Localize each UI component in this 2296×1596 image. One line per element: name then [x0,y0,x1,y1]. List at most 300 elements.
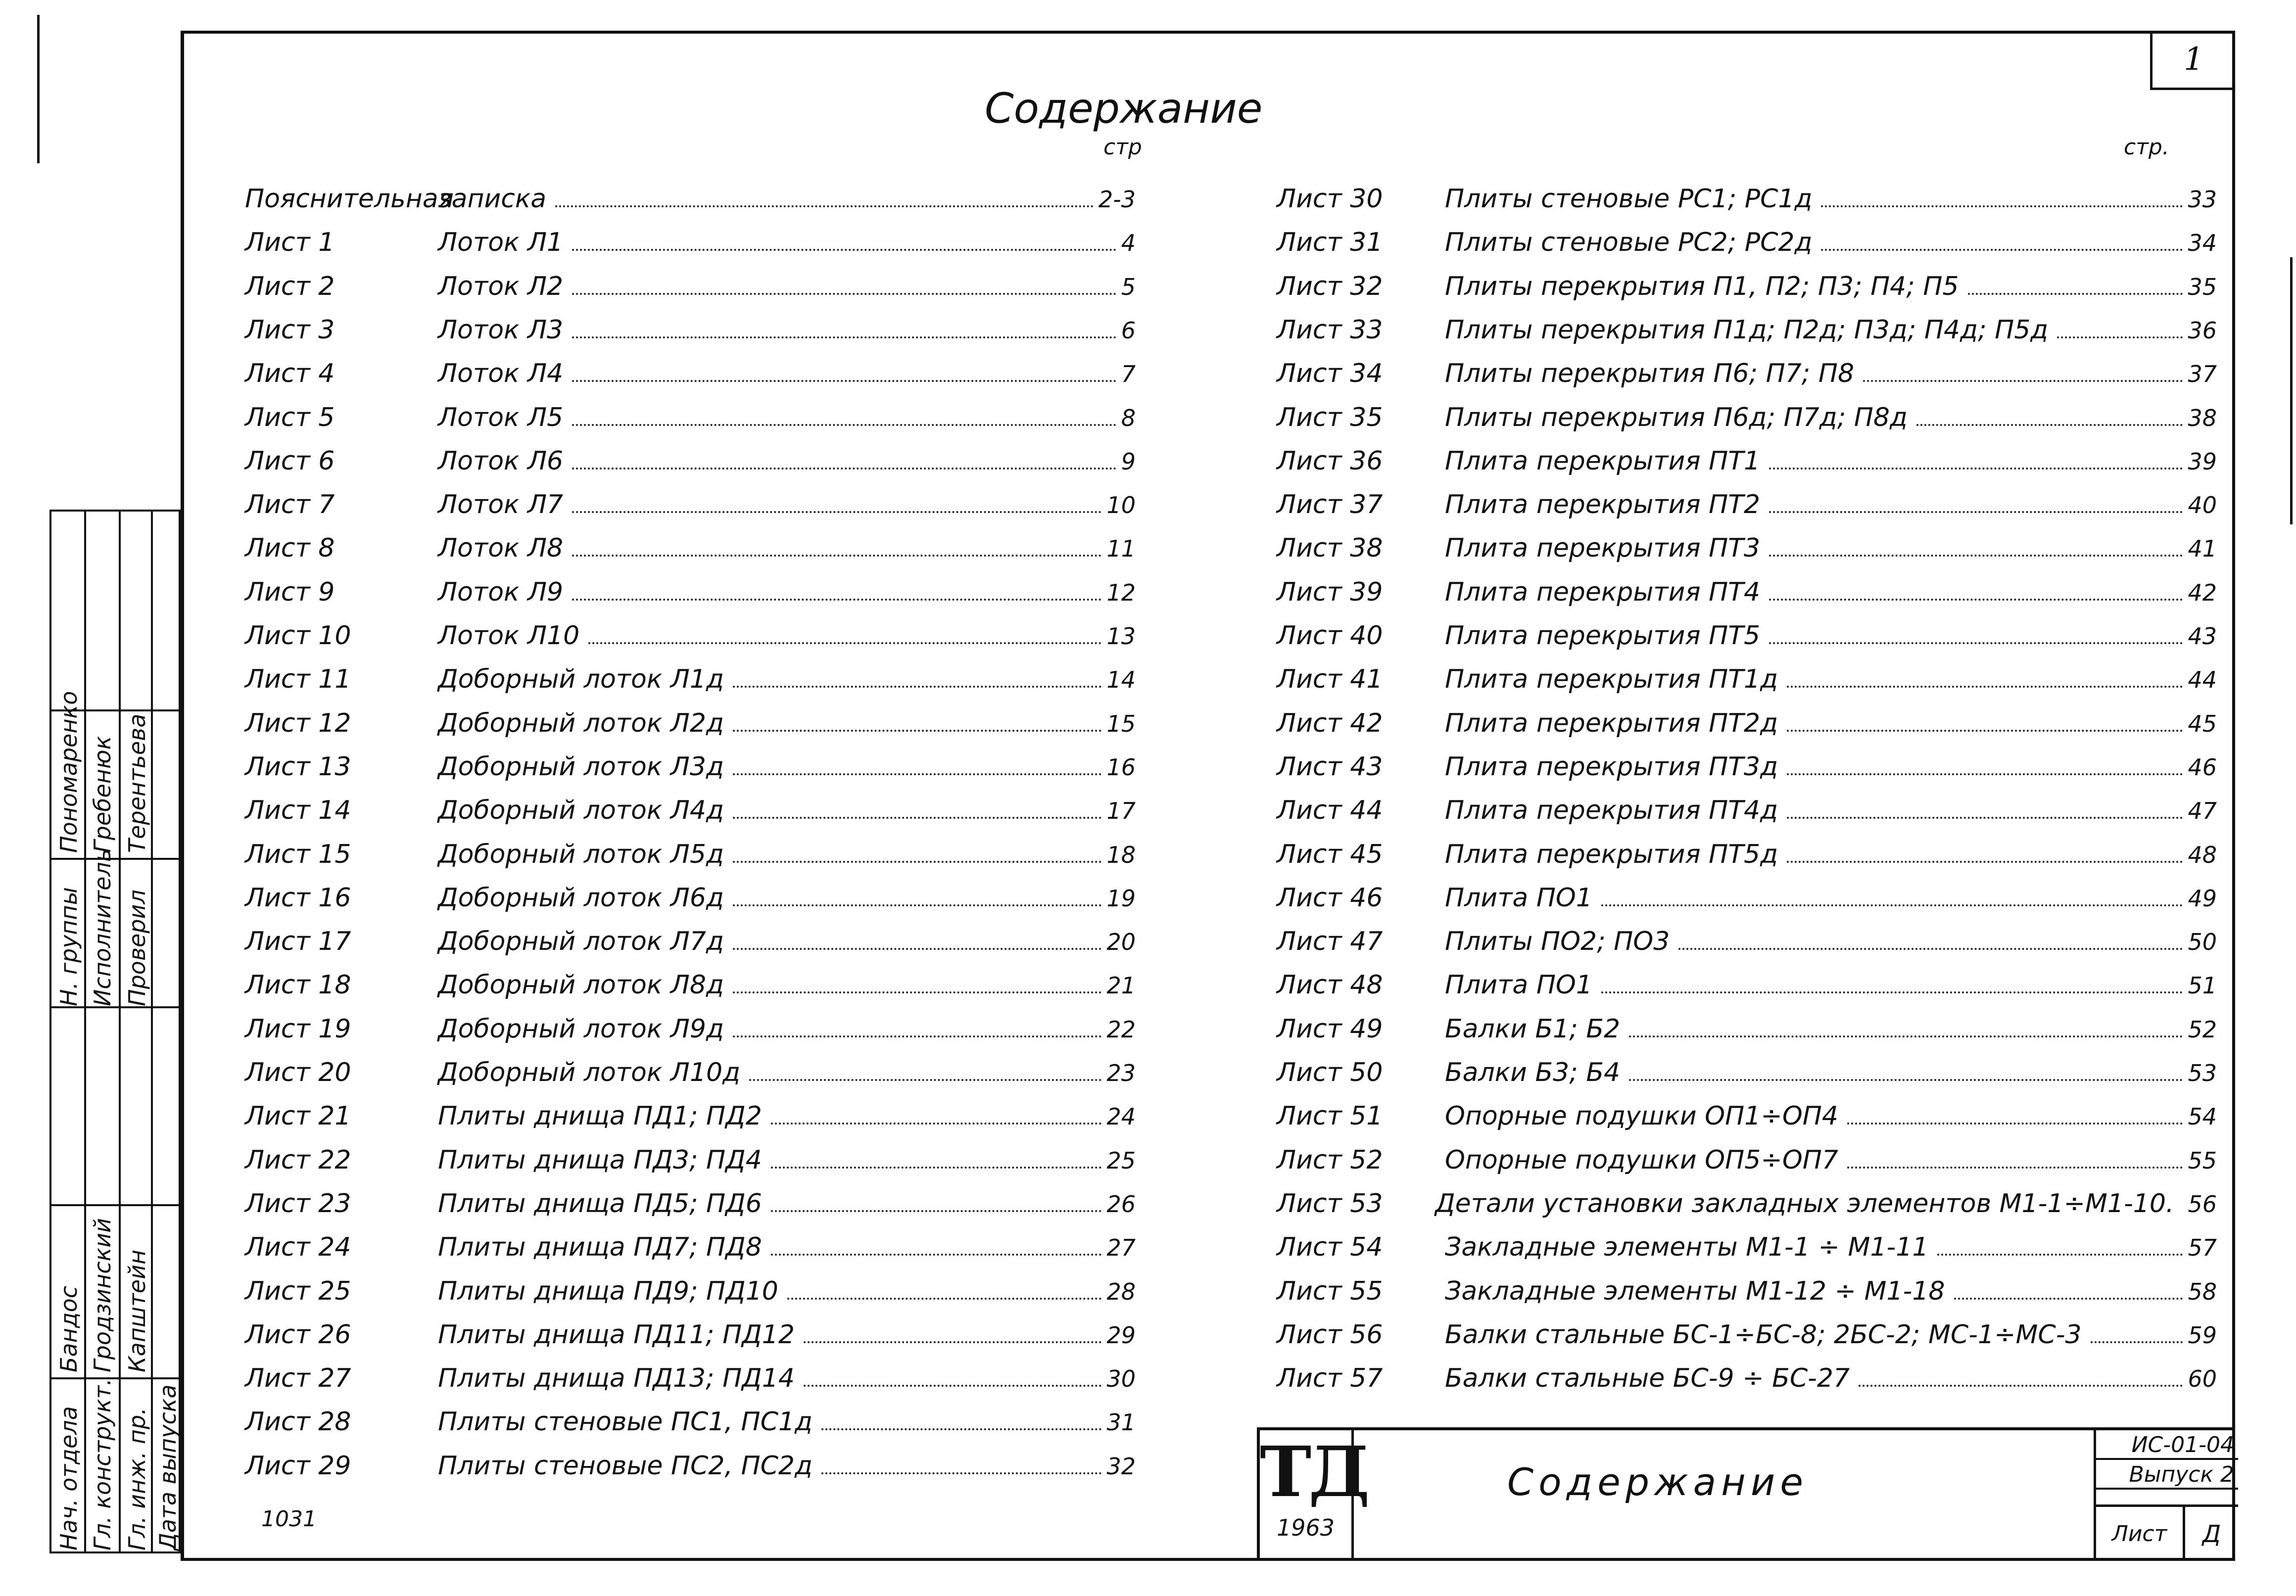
sheet-label: Лист 24 [245,1232,351,1263]
page-reference: 42 [2188,579,2217,606]
stamp-name: Гродзинский [89,1218,116,1372]
page-reference: 29 [1106,1321,1136,1349]
leader-dots [1863,380,2183,382]
leader-dots [1787,686,2183,688]
leader-dots [1821,249,2183,251]
page-reference: 23 [1106,1060,1136,1086]
sheet-label: Лист 7 [245,490,335,520]
contents-entry [245,228,1136,257]
entry-title: Плита перекрытия ПТ2д [1445,708,1778,738]
page-reference: 56 [2188,1190,2217,1218]
contents-entry [1277,970,2217,1000]
entry-title: Плита ПО1 [1445,970,1592,1000]
leader-dots [804,1385,1101,1387]
contents-entry [245,1363,1136,1393]
logo-cell [1260,1430,1367,1561]
entry-title: Плиты днища ПД1; ПД2 [438,1101,762,1131]
page-reference: 2-3 [1098,186,1136,213]
contents-entry [1277,446,2217,476]
side-stamp-line [119,512,121,1551]
page-reference: 7 [1121,361,1136,388]
contents-entry [1277,359,2217,388]
sheet-label: Лист 52 [1277,1145,1383,1175]
entry-title: Доборный лоток Л3д [438,751,724,782]
page-reference: 30 [1106,1365,1136,1393]
sheet-label: Лист 43 [1277,751,1383,782]
leader-dots [588,642,1101,644]
contents-entry [245,359,1136,388]
stamp-name: Пономаренко [55,691,82,853]
entry-title: Опорные подушки ОП1÷ОП4 [1445,1101,1838,1131]
page-reference: 36 [2188,317,2217,344]
sheet-label: Лист 1 [245,228,335,258]
leader-dots [1787,817,2183,819]
margin-line-left [37,15,40,163]
page-reference: 16 [1106,753,1136,781]
page-reference: 38 [2188,404,2217,431]
sheet-label: Лист 14 [245,796,351,826]
sheet-label: Лист 23 [245,1188,351,1219]
page-reference: 27 [1106,1234,1136,1262]
sheet-label: Лист 13 [245,751,351,782]
sheet-label: Лист 22 [245,1145,351,1175]
leader-dots [1937,1254,2183,1256]
sheet-label: Лист 36 [1277,446,1383,476]
leader-dots [572,555,1101,557]
entry-title: Плиты днища ПД13; ПД14 [438,1363,795,1394]
contents-entry [1277,840,2217,869]
contents-entry [1277,403,2217,432]
sheet-label: Лист 34 [1277,359,1383,389]
sheet-label: Лист 17 [245,927,351,957]
entry-title: Балки стальные БС-1÷БС-8; 2БС-2; МС-1÷МС-3 [1445,1319,2082,1350]
sheet-label: Лист 48 [1277,970,1383,1000]
page-reference: 12 [1106,579,1136,606]
entry-title: Доборный лоток Л4д [438,796,724,826]
contents-entry [1277,883,2217,913]
entry-title: Опорные подушки ОП5÷ОП7 [1445,1145,1838,1175]
stamp-name: Гребенюк [89,736,116,853]
contents-entry [1277,1276,2217,1306]
entry-title: Плиты ПО2; ПО3 [1445,927,1670,957]
contents-entry [245,664,1136,694]
sheet-label: Лист [2096,1507,2185,1561]
entry-title: Лоток Л9 [438,577,564,607]
sheet-label: Лист 6 [245,446,335,476]
contents-entry [245,708,1136,738]
leader-dots [733,861,1102,863]
contents-entry [1277,752,2217,782]
sheet-label: Лист 47 [1277,927,1383,957]
contents-entry [1277,1145,2217,1175]
contents-entry [245,796,1136,825]
contents-entry [1277,533,2217,563]
sheet-label: Лист 20 [245,1058,351,1087]
entry-title: Плиты стеновые ПС2, ПС2д [438,1451,813,1481]
page-reference: 5 [1121,273,1136,300]
leader-dots [572,249,1116,251]
contents-entry [245,1320,1136,1350]
leader-dots [1954,1298,2183,1300]
contents-entry [245,1451,1136,1481]
leader-dots [771,1123,1102,1125]
leader-dots [771,1210,1102,1212]
contents-entry [245,1276,1136,1306]
sheet-label: Лист 2 [245,271,335,301]
sheet-label: Лист 56 [1277,1319,1383,1350]
sheet-label: Лист 4 [245,359,335,389]
page-reference: 17 [1106,798,1136,825]
contents-entry [245,272,1136,301]
entry-title: Плита перекрытия ПТ5д [1445,839,1778,869]
leader-dots [733,686,1102,688]
leader-dots [821,1472,1102,1474]
contents-entry [1277,1014,2217,1044]
sheet-label: Лист 44 [1277,796,1383,826]
sheet-label: Лист 31 [1277,228,1383,258]
page-reference: 10 [1106,492,1136,519]
contents-entry [1277,1363,2217,1393]
sheet-label: Лист 49 [1277,1014,1383,1044]
sheet-label: Лист 53 [1277,1188,1383,1219]
contents-entry [1277,1058,2217,1087]
entry-title: Доборный лоток Л6д [438,883,724,913]
entry-title: Плита перекрытия ПТ3 [1445,533,1761,563]
stamp-name: Бандос [55,1285,82,1372]
leader-dots [555,205,1094,207]
page-reference: 43 [2188,623,2217,650]
leader-dots [1821,205,2183,207]
entry-title: Плиты перекрытия П1д; П2д; П3д; П4д; П5д [1445,315,2049,345]
contents-entry [1277,927,2217,956]
entry-title: Закладные элементы М1-1 ÷ М1-11 [1445,1232,1929,1263]
entry-title: Лоток Л6 [438,446,564,476]
page-reference: 40 [2188,492,2217,519]
title-block [1257,1427,2235,1561]
page-reference: 9 [1121,448,1136,475]
sheet-label: Лист 26 [245,1319,351,1350]
page-reference: 28 [1106,1278,1136,1305]
page-reference: 15 [1106,710,1136,737]
page-reference: 21 [1106,972,1136,999]
page-reference: 58 [2188,1278,2217,1305]
page-reference: 48 [2188,841,2217,868]
leader-dots [733,948,1102,950]
leader-dots [1787,861,2183,863]
leader-dots [804,1341,1101,1343]
leader-dots [1769,555,2183,557]
sheet-label: Лист 42 [1277,708,1383,738]
page-reference: 52 [2188,1016,2217,1043]
leader-dots [1787,730,2183,732]
page-reference: 19 [1106,885,1136,912]
contents-entry [1277,1189,2217,1219]
sheet-label: Лист 28 [245,1407,351,1437]
page-reference: 11 [1106,535,1136,563]
entry-title: Лоток Л5 [438,402,564,432]
sheet-label: Лист 35 [1277,402,1383,432]
contents-entry [245,446,1136,476]
side-stamp-line [49,512,51,1551]
leader-dots [1678,948,2183,950]
leader-dots [1968,293,2183,295]
sheet-label: Лист 39 [1277,577,1383,607]
page-reference: 34 [2188,230,2217,257]
document-code: ИС-01-04 [2096,1430,2238,1460]
page-reference: 54 [2188,1103,2217,1130]
entry-title: Балки Б3; Б4 [1445,1058,1621,1087]
page-reference: 35 [2188,273,2217,300]
page-reference: 22 [1106,1016,1136,1043]
page-column-label-right: стр. [2124,135,2169,160]
leader-dots [572,293,1116,295]
contents-entry [1277,228,2217,257]
contents-entry [1277,315,2217,345]
contents-entry [1277,272,2217,301]
page-reference: 20 [1106,929,1136,956]
contents-entry [245,621,1136,651]
side-stamp-line [151,512,153,1551]
sheet-label: Лист 3 [245,315,335,345]
page-reference: 57 [2188,1234,2217,1262]
entry-title: Плита перекрытия ПТ4 [1445,577,1761,607]
sheet-label: Лист 18 [245,970,351,1000]
entry-title: Балки стальные БС-9 ÷ БС-27 [1445,1363,1850,1394]
contents-entry [1277,577,2217,607]
page-reference: 32 [1106,1453,1136,1480]
page-reference: 24 [1106,1103,1136,1130]
sheet-label: Лист 32 [1277,271,1383,301]
page-reference: 39 [2188,448,2217,475]
entry-title: Плиты днища ПД9; ПД10 [438,1276,778,1306]
contents-entry [245,403,1136,432]
contents-entry [245,1407,1136,1437]
contents-entry [245,970,1136,1000]
title-block-name: Содержание [1507,1460,1808,1504]
sheet-label: Лист 41 [1277,664,1383,695]
sheet-label: Лист 37 [1277,490,1383,520]
sheet-label: Лист 25 [245,1276,351,1306]
stamp-role: Н. группы [55,887,82,1006]
page-reference: 25 [1106,1147,1136,1174]
entry-title: Доборный лоток Л5д [438,839,724,869]
sheet-label: Лист 21 [245,1101,351,1131]
sheet-label: Лист 33 [1277,315,1383,345]
entry-title: Лоток Л1 [438,228,564,258]
stamp-role: Исполнитель [89,848,116,1006]
leader-dots [771,1167,1102,1169]
page-reference: 41 [2188,535,2217,563]
page-reference: 46 [2188,753,2217,781]
page-reference: 26 [1106,1190,1136,1218]
entry-title: Плиты днища ПД5; ПД6 [438,1188,762,1219]
side-stamp [49,510,181,1553]
leader-dots [733,817,1102,819]
contents-entry [245,927,1136,956]
page-reference: 47 [2188,798,2217,825]
stamp-role: Проверил [124,890,150,1006]
entry-title: Лоток Л4 [438,359,564,389]
entry-title: Плита перекрытия ПТ1д [1445,664,1778,695]
leader-dots [733,773,1102,775]
page-reference: 8 [1121,404,1136,431]
contents-entry [1277,184,2217,214]
sheet-label: Лист 10 [245,621,351,651]
leader-dots [1847,1167,2183,1169]
entry-title: Плиты днища ПД7; ПД8 [438,1232,762,1263]
sheet-label: Лист 11 [245,664,351,695]
entry-title: Плиты днища ПД3; ПД4 [438,1145,762,1175]
sheet-label: Лист 12 [245,708,351,738]
entry-title: Плита перекрытия ПТ3д [1445,751,1778,782]
page-reference: 13 [1106,623,1136,650]
entry-title: Плиты стеновые РС1; РС1д [1445,184,1813,214]
contents-entry [245,533,1136,563]
margin-line-right [2290,257,2293,524]
leader-dots [749,1079,1101,1081]
contents-entry [245,1101,1136,1131]
leader-dots [1916,424,2183,426]
side-stamp-line [49,1006,181,1008]
sheet-value: Д [2202,1520,2221,1548]
entry-title: Плита перекрытия ПТ2 [1445,490,1761,520]
entry-title: Плиты стеновые РС2; РС2д [1445,228,1813,258]
leader-dots [1769,642,2183,644]
sheet-label: Пояснительная [245,184,454,214]
page-reference: 4 [1121,230,1136,257]
leader-dots [2091,1341,2183,1343]
leader-dots [572,380,1116,382]
page-reference: 6 [1121,317,1136,344]
leader-dots [572,336,1116,338]
entry-title: Детали установки закладных элементов М1-1÷М1-10. [1435,1188,2174,1219]
sheet-label: Лист 54 [1277,1232,1383,1263]
issue-number: Выпуск 2 [2096,1460,2238,1490]
page-reference: 31 [1106,1409,1136,1436]
entry-title: Закладные элементы М1-12 ÷ М1-18 [1445,1276,1945,1306]
leader-dots [572,599,1101,601]
contents-entry [1277,1232,2217,1262]
page-reference: 59 [2188,1321,2217,1349]
entry-title: Лоток Л8 [438,533,564,563]
leader-dots [733,991,1102,993]
entry-title: Плита перекрытия ПТ1 [1445,446,1761,476]
page-reference: 44 [2188,666,2217,694]
leader-dots [733,730,1102,732]
page-reference: 53 [2188,1060,2217,1086]
entry-title: Плиты перекрытия П6д; П7д; П8д [1445,402,1908,432]
leader-dots [1601,904,2183,906]
contents-entry [245,1232,1136,1262]
contents-entry [245,315,1136,345]
contents-entry [245,1014,1136,1044]
sheet-label: Лист 8 [245,533,335,563]
page-reference: 18 [1106,841,1136,868]
sheet-label: Лист 15 [245,839,351,869]
entry-title: Лоток Л7 [438,490,564,520]
entry-title: Доборный лоток Л2д [438,708,724,738]
entry-title: Доборный лоток Л10д [438,1058,741,1087]
page-reference: 33 [2188,186,2217,213]
leader-dots [733,1035,1102,1037]
page-reference: 37 [2188,361,2217,388]
page-reference: 45 [2188,710,2217,737]
leader-dots [572,511,1101,513]
leader-dots [733,904,1102,906]
entry-title: Доборный лоток Л8д [438,970,724,1000]
stamp-role: Гл. конструкт. [89,1378,116,1550]
leader-dots [771,1254,1102,1256]
contents-entry [1277,1320,2217,1350]
sheet-label: Лист 50 [1277,1058,1383,1087]
contents-entry [245,1145,1136,1175]
entry-title: Плиты перекрытия П1, П2; П3; П4; П5 [1445,271,1959,301]
stamp-role: Дата выпуска [154,1384,181,1550]
stamp-name: Терентьева [124,713,150,853]
page-reference: 60 [2188,1365,2217,1393]
sheet-label: Лист 5 [245,402,335,432]
stamp-role: Гл. инж. пр. [124,1408,150,1550]
entry-title: записка [438,184,547,214]
sheet-label: Лист 51 [1277,1101,1383,1131]
leader-dots [572,424,1116,426]
side-stamp-line [49,1204,181,1206]
sheet-label: Лист 45 [1277,839,1383,869]
contents-entry [245,490,1136,519]
leader-dots [1787,773,2183,775]
leader-dots [1629,1035,2183,1037]
sheet-label: Лист 38 [1277,533,1383,563]
page-reference: 55 [2188,1147,2217,1174]
leader-dots [1769,511,2183,513]
sheet-label: Лист 55 [1277,1276,1383,1306]
document-code-cell [2094,1430,2238,1561]
entry-title: Плита ПО1 [1445,883,1592,913]
contents-entry [1277,708,2217,738]
entry-title: Доборный лоток Л9д [438,1014,724,1044]
entry-title: Плита перекрытия ПТ5 [1445,621,1761,651]
contents-entry [1277,490,2217,519]
entry-title: Плиты днища ПД11; ПД12 [438,1319,795,1350]
leader-dots [1769,468,2183,469]
contents-entry [1277,796,2217,825]
sheet-cell [2096,1504,2238,1561]
sheet-label: Лист 9 [245,577,335,607]
entry-title: Плиты стеновые ПС1, ПС1д [438,1407,813,1437]
leader-dots [1601,991,2183,993]
entry-title: Плиты перекрытия П6; П7; П8 [1445,359,1855,389]
leader-dots [1859,1385,2183,1387]
entry-title: Балки Б1; Б2 [1445,1014,1621,1044]
page-number: 1 [2150,31,2235,90]
sheet-label: Лист 57 [1277,1363,1383,1394]
stamp-name: Капштейн [124,1249,150,1372]
sheet-label: Лист 46 [1277,883,1383,913]
contents-entry [1277,664,2217,694]
page-reference: 50 [2188,929,2217,956]
contents-entry [245,883,1136,913]
sheet-label: Лист 40 [1277,621,1383,651]
side-stamp-line [84,512,86,1551]
entry-title: Доборный лоток Л7д [438,927,724,957]
contents-entry [245,184,1136,214]
contents-entry [245,1189,1136,1219]
leader-dots [787,1298,1102,1300]
page-reference: 49 [2188,885,2217,912]
logo-year: 1963 [1276,1514,1335,1541]
sheet-label: Лист 16 [245,883,351,913]
leader-dots [1847,1123,2183,1125]
